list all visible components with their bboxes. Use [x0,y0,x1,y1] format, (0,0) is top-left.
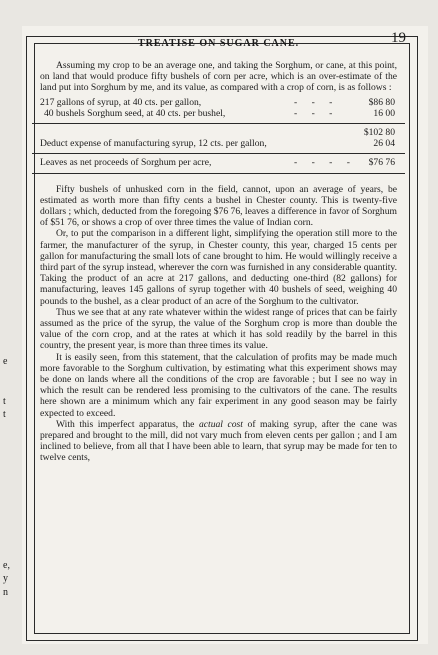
row-label: Leaves as net proceeds of Sorghum per acre, [40,157,212,169]
paragraph: Thus we see that at any rate whatever within the widest range of prices that can be fairly assumed as the price of the syrup, the value of the Sorghum crop is more than double the value of the corn crop, and at the rates at which it has sold readily by the barrel in this country, the present year, is more than three times its value. [40,306,397,352]
row-amount: 26 04 [373,138,395,150]
adjacent-page-margin [0,0,20,655]
row-label: 217 gallons of syrup, at 40 cts. per gallon, [40,96,202,108]
paragraph [40,419,397,464]
row-amount: 16 00 [373,107,395,119]
margin-fragment: n [3,587,8,598]
text-run: of making syrup, after the cane was prepared and brought to the mill, did not vary much from eleven cents per gallon ; and I am inclined to believe, from all that I have been able to learn, that syrup may be made for ten to twelve cents, [40,418,397,464]
margin-fragment: e, [3,560,10,571]
rule [32,173,405,174]
emphasis-text: actual cost [198,418,243,430]
text-run: With this imperfect apparatus, the [56,418,195,430]
paragraph: It is easily seen, from this statement, that the calculation of profits may be made much more favorable to the Sorghum cultivation, by estimating what this experiment shows may be done on lands where all the conditions of the crop are favorable ; but I see no way in which the result can be rendered less promising to the cultivators of the cane. The results here shown are a minimum which any fair experiment in any good season may be fairly expected to exceed. [40,351,397,419]
page-number: 19 [391,30,406,46]
row-leader: - - - [294,96,339,108]
row-label: 40 bushels Sorghum seed, at 40 cts. per bushel, [44,107,226,119]
proceeds-table [40,97,397,174]
table-row [40,138,397,149]
margin-fragment: y [3,573,8,584]
row-amount: $76 76 [368,157,395,169]
rule [32,153,405,154]
table-row [40,108,397,119]
page-body [40,60,397,464]
table-row [40,157,397,168]
margin-fragment: t [3,409,6,420]
row-leader: - - - [294,107,339,119]
table-row [40,127,397,138]
row-leader: - - - - [294,157,356,169]
row-amount: $102 80 [363,126,395,138]
running-head: TREATISE ON SUGAR CANE. [138,38,300,49]
row-amount: $86 80 [368,96,395,108]
page-header [40,30,420,50]
row-label: Deduct expense of manufacturing syrup, 12 cts. per gallon, [40,138,267,150]
margin-fragment: t [3,396,6,407]
paragraph: Fifty bushels of unhusked corn in the field, cannot, upon an average of years, be estimated as worth more than fifty cents a bushel in Chester county. This is twenty-five dollars ; which, deducted from the foregoing $76 76, leaves a difference in favor of Sorghum of $51 76, or shows a crop of over three times the value of Indian corn. [40,183,397,229]
table-row [40,97,397,108]
margin-fragment: e [3,356,8,367]
intro-paragraph: Assuming my crop to be an average one, and taking the Sorghum, or cane, at this point, on land that would produce fifty bushels of corn per acre, which is an over-estimate of the land put into Sorghum by me, and its value, as compared with a crop of corn, is as follows : [40,60,397,94]
paragraph: Or, to put the comparison in a different light, simplifying the operation still more to the farmer, the manufacturer of the syrup, in Chester county, this year, charged 15 cents per gallon for manufacturing the small lots of cane brought to him. He would willingly receive a third part of the syrup instead, wherever the corn was furnished in any considerable quantity. Taking the product of an acre at 217 gallons, and deducting one-third (82 gallons) for manufacturing, leaves 145 gallons of syrup together with 40 bushels of seed, weighing 40 pounds to the bushel, as a clear product of an acre of the Sorghum to the cultivator. [40,228,397,307]
rule [32,123,405,124]
